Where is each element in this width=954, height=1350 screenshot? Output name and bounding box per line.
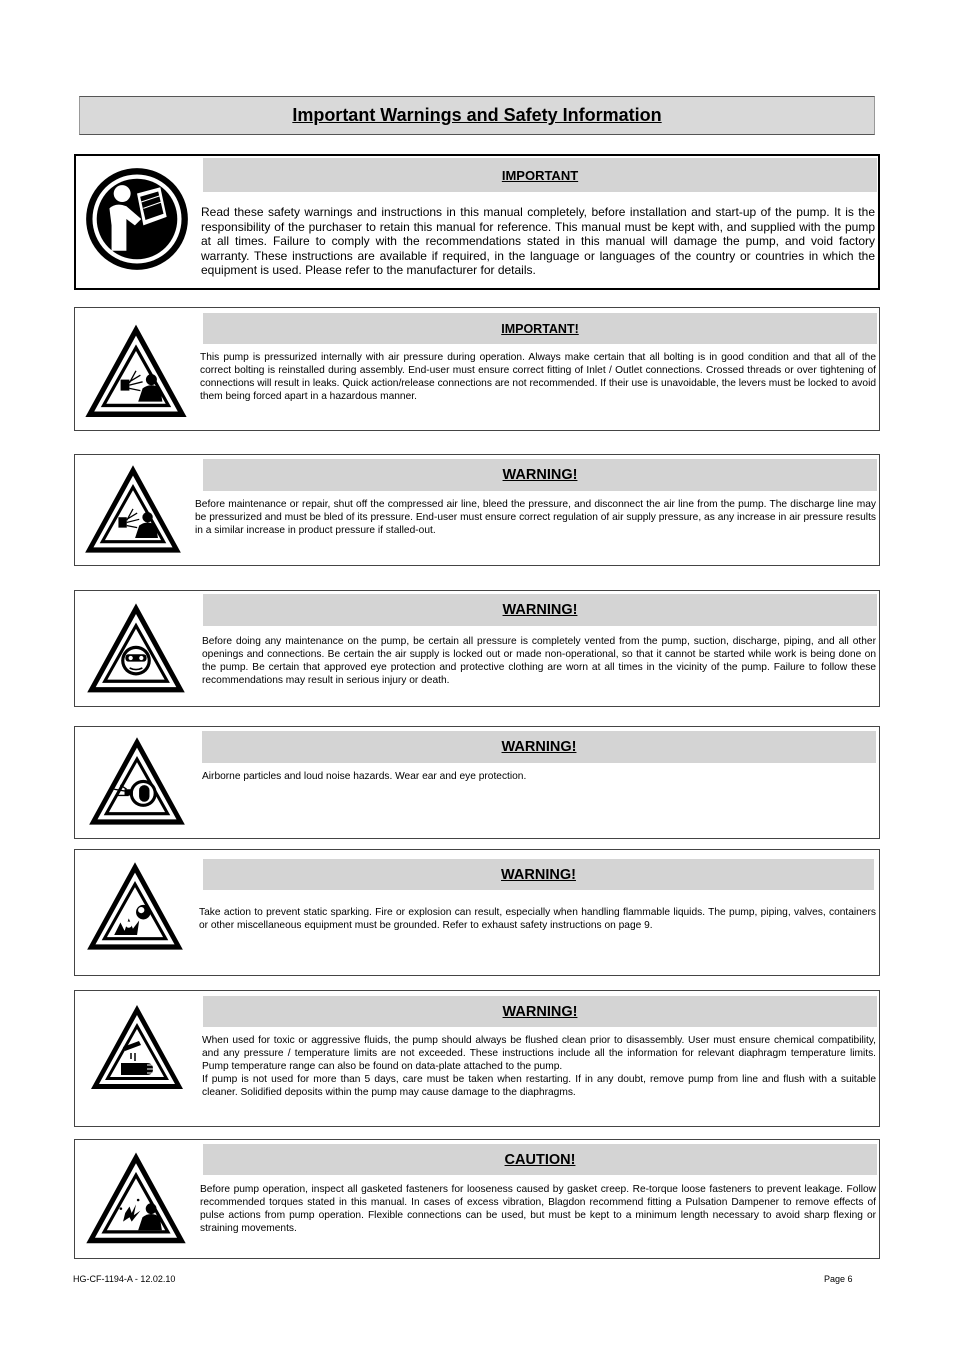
section-text: Before doing any maintenance on the pump, be certain all pressure is completely vented from the pump, suction, discharge, piping, and all other openings and connections. Be certain the air supply is locked out or made non-operational, so that it cannot be started while work is being done on the pump. Be certain that approved eye protection and protective clothing are worn at all times in the vicinity of the pump. Failure to follow these recommendations may result in serious injury or death. (202, 636, 876, 686)
section-heading-bar (203, 594, 877, 626)
eye-protection-warning-icon (81, 597, 191, 703)
section-heading-bar (203, 158, 877, 192)
section-heading: WARNING! (502, 1003, 578, 1020)
section-heading: WARNING! (502, 602, 578, 618)
footer-page-number: Page 6 (824, 1274, 853, 1284)
section-caution-fasteners (74, 1139, 880, 1259)
ear-eye-protection-warning-icon (81, 731, 193, 835)
section-warning-static (74, 849, 880, 976)
section-heading: WARNING! (502, 467, 578, 483)
read-manual-icon (84, 166, 190, 272)
section-warning-toxic (74, 990, 880, 1127)
section-text: Before maintenance or repair, shut off the compressed air line, bleed the pressure, and disconnect the air line from the pump. The discharge line may be pressurized and must be bled of its pressure. End-user must ensure correct regulation of air supply pressure, as any increase in air pressure results in a similar increase in product pressure if stalled-out. (195, 499, 876, 536)
section-heading: WARNING! (501, 866, 576, 883)
corrosive-warning-icon (81, 999, 193, 1099)
pressurized-spray-warning-icon (81, 459, 185, 563)
section-important-manual (74, 154, 880, 290)
explosion-warning-icon (81, 856, 189, 960)
section-text: Before pump operation, inspect all gasketed fasteners for looseness caused by gasket creep. Re-torque loose fasteners to prevent leakage. Follow recommended torques stated in this manual. In cases of excess vibration, Blagdon recommend fitting a Pulsation Dampener to remove effects of pulse actions from pump operation. Flexible connections can be used, but must be kept to a minimum length necessary to avoid sharp flexing or straining movements. (200, 1184, 876, 1234)
section-heading: IMPORTANT (501, 167, 579, 183)
section-heading-bar (203, 859, 874, 890)
section-text: Take action to prevent static sparking. Fire or explosion can result, especially when handling flammable liquids. The pump, piping, valves, containers or other miscellaneous equipment must be grounded. Refer to exhaust safety instructions on page 9. (199, 907, 876, 931)
section-warning-maintenance (74, 454, 880, 566)
section-warning-eye-protection (74, 590, 880, 707)
section-text: This pump is pressurized internally with air pressure during operation. Always make certain that all bolting is in good condition and that all of the correct bolting is reinstalled during assembly. End-user must ensure correct fitting of Inlet / Outlet connections. Crossed threads or over tightening of connections will result in leaks. Quick action/release connections are not recommended. If their use is unavoidable, the levers must be locked to avoid them being forced apart in a hazardous manner. (200, 352, 876, 402)
section-heading: CAUTION! (504, 1151, 576, 1168)
section-text: Airborne particles and loud noise hazards. Wear ear and eye protection. (202, 771, 527, 782)
pressurized-spray-warning-icon (81, 318, 191, 428)
page-title-bar (79, 96, 875, 135)
section-text: Read these safety warnings and instructions in this manual completely, before installation and start-up of the pump. It is the responsibility of the purchaser to retain this manual for reference. This manual must be kept with, and supplied with the pump at all times. Failure to comply with the recommendations stated in this manual will damage the pump, and void factory warranty. These instructions are available if required, in the language or languages of the country or countries in which the equipment is used. Please refer to the manufacturer for details. (201, 205, 875, 278)
section-heading: IMPORTANT! (501, 321, 579, 336)
section-text-2: If pump is not used for more than 5 days, care must be taken when restarting. If in any doubt, remove pump from line and flush with a suitable cleaner. Solidified deposits within the pump may cause damage to the diaphragms. (202, 1074, 876, 1098)
section-text: When used for toxic or aggressive fluids, the pump should always be flushed clean prior to disassembly. User must ensure chemical compatibility, and any pressure / temperature limits are not exceeded. These instructions include all the information for relevant diaphragm temperature limits. Pump temperature range can also be found on data-plate attached to the pump. (202, 1035, 876, 1072)
section-important-pressure (74, 307, 880, 431)
section-heading: WARNING! (501, 739, 577, 755)
section-heading-bar (203, 313, 877, 344)
section-heading-bar (202, 731, 876, 763)
section-heading-bar (203, 1144, 877, 1175)
section-heading-bar (203, 459, 877, 491)
section-heading-bar (203, 996, 877, 1027)
section-warning-airborne (74, 726, 880, 839)
page-title: Important Warnings and Safety Information (292, 105, 662, 125)
footer-doc-ref: HG-CF-1194-A - 12.02.10 (73, 1274, 176, 1284)
pressurized-spray-warning-icon (81, 1146, 191, 1254)
